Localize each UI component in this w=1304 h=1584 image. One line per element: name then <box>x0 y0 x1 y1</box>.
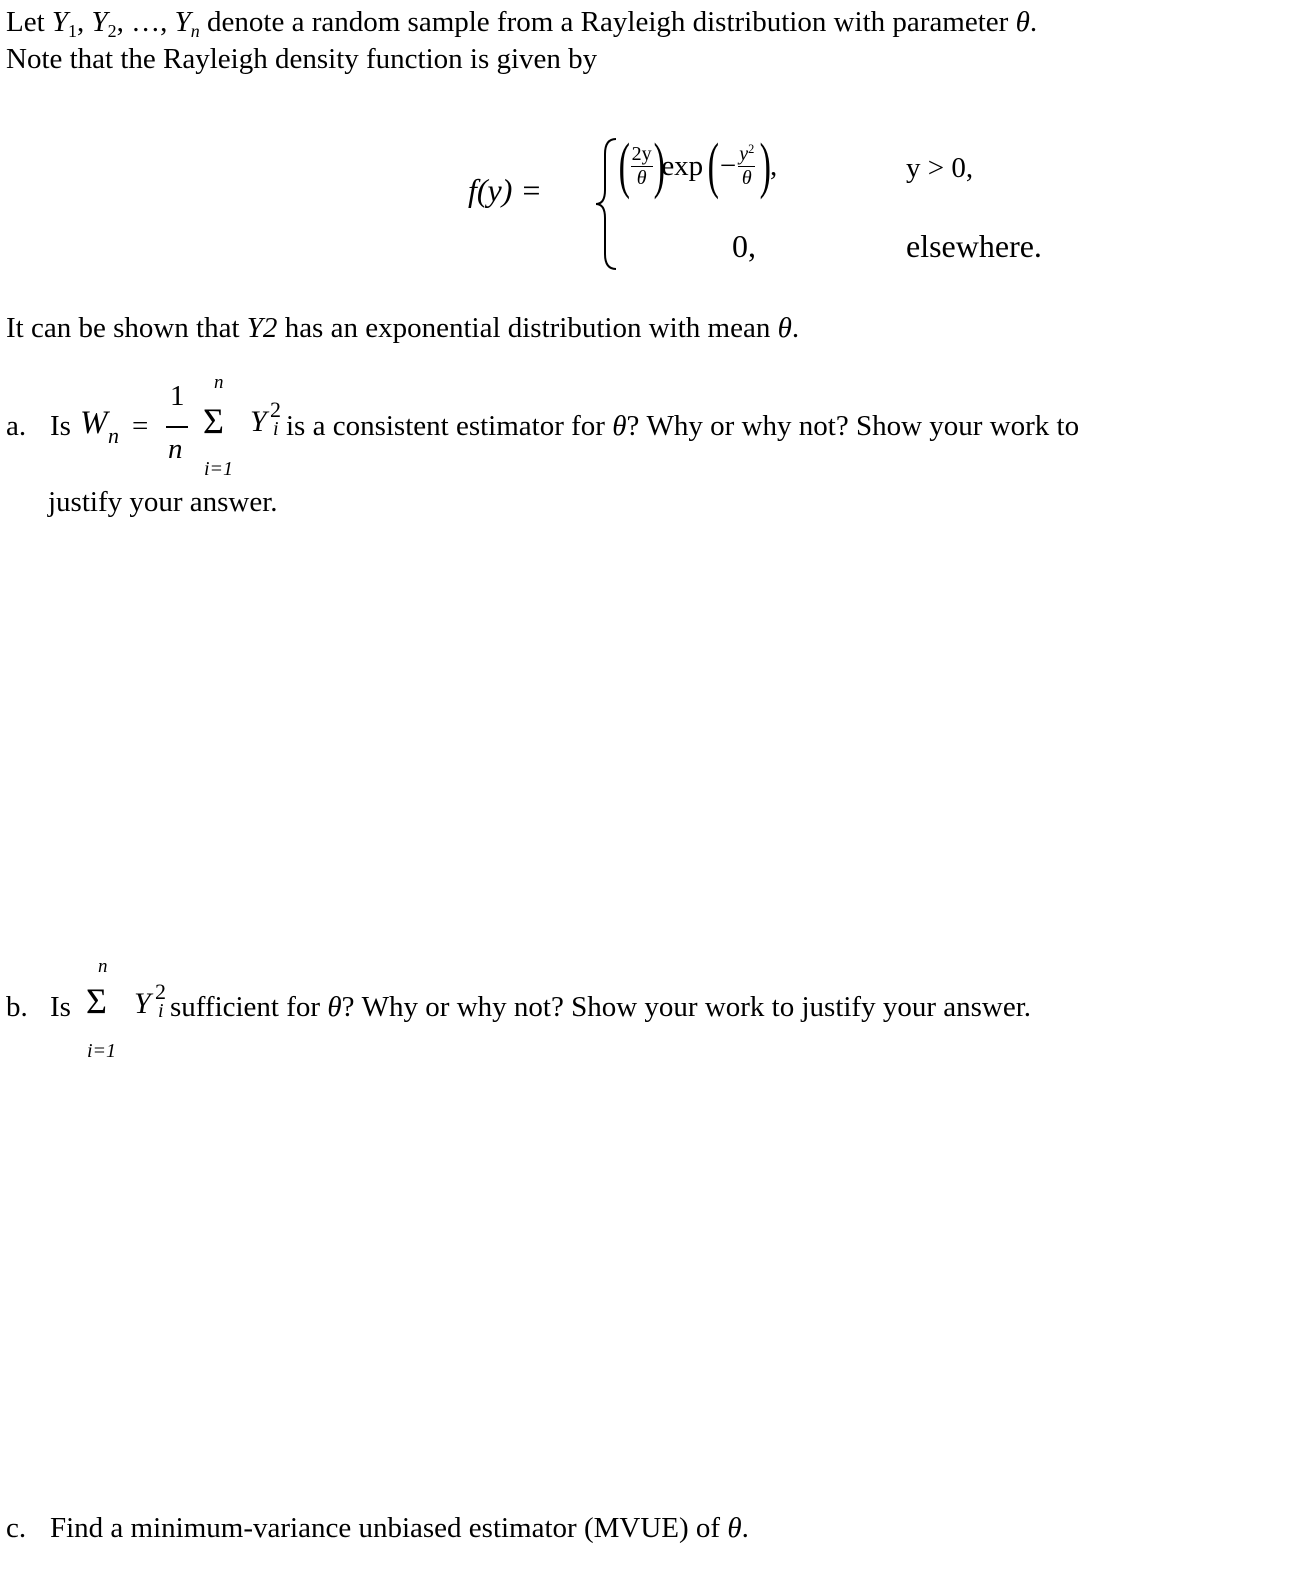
close-paren-2: ) <box>759 132 772 200</box>
fraction-y2-over-theta: $\frac{y^2}{\theta}$ <box>739 141 755 189</box>
density-lhs: f(y) = <box>468 172 542 208</box>
part-c-label: c. <box>6 1512 27 1544</box>
part-c-text: Find a minimum-variance unbiased estimator (MVUE) of θ. <box>50 1512 749 1544</box>
part-a-text: is a consistent estimator for θ? Why or why not? Show your work to <box>286 410 1080 442</box>
part-b-sum-lower: i=1 <box>87 1040 117 1062</box>
density-case-2-value: 0, <box>732 228 756 264</box>
density-case-1-expression <box>614 128 777 204</box>
part-a-frac-bar <box>166 426 188 428</box>
part-a-W: W <box>80 405 108 441</box>
part-b-Yi: Y <box>134 987 151 1020</box>
part-b-label: b. <box>6 991 28 1023</box>
part-a-sum-upper: n <box>214 372 224 393</box>
intro-line-1: Let $Y_1$, $Y_2$, …, $Y_n$ denote a random sample from a Rayleigh distribution with parameter θ. <box>6 6 1038 41</box>
intro-line-2: Note that the Rayleigh density function is given by <box>6 43 598 75</box>
condition-elsewhere: elsewhere. <box>906 228 1042 264</box>
part-a-Yi: Y <box>250 405 267 438</box>
part-a-sigma: Σ <box>203 401 224 441</box>
part-a-label: a. <box>6 410 27 442</box>
minus-sign: − <box>719 149 737 182</box>
part-a-is: Is <box>50 410 71 442</box>
part-b-sum-upper: n <box>98 956 108 977</box>
fraction-2y-over-theta: $\frac{2y}{\theta}$ <box>631 142 652 189</box>
comma: , <box>769 149 778 182</box>
part-b-sigma: Σ <box>86 981 107 1021</box>
condition-y-positive: y > 0, <box>906 152 974 184</box>
open-paren: ( <box>618 132 631 200</box>
part-a-frac-num: 1 <box>170 380 185 412</box>
part-a-Yi-sub: i <box>273 418 279 440</box>
part-a-line-2: justify your answer. <box>48 486 278 518</box>
part-a-equals: = <box>132 410 149 442</box>
open-paren-2: ( <box>707 132 720 200</box>
part-a-sum-lower: i=1 <box>204 458 234 480</box>
part-b-is: Is <box>50 991 71 1023</box>
part-a-frac-den: n <box>168 433 183 465</box>
part-b-Yi-sub: i <box>158 1000 164 1022</box>
part-b-text: sufficient for θ? Why or why not? Show your work to justify your answer. <box>170 991 1032 1023</box>
close-paren: ) <box>653 132 665 200</box>
part-a-W-sub: n <box>108 423 119 448</box>
part-a-Yi-sup: 2 <box>270 397 281 422</box>
exp-label: exp <box>661 149 704 182</box>
part-b-Yi-sup: 2 <box>155 979 166 1004</box>
exponential-statement: It can be shown that Y2 has an exponential distribution with mean θ. <box>6 312 800 344</box>
